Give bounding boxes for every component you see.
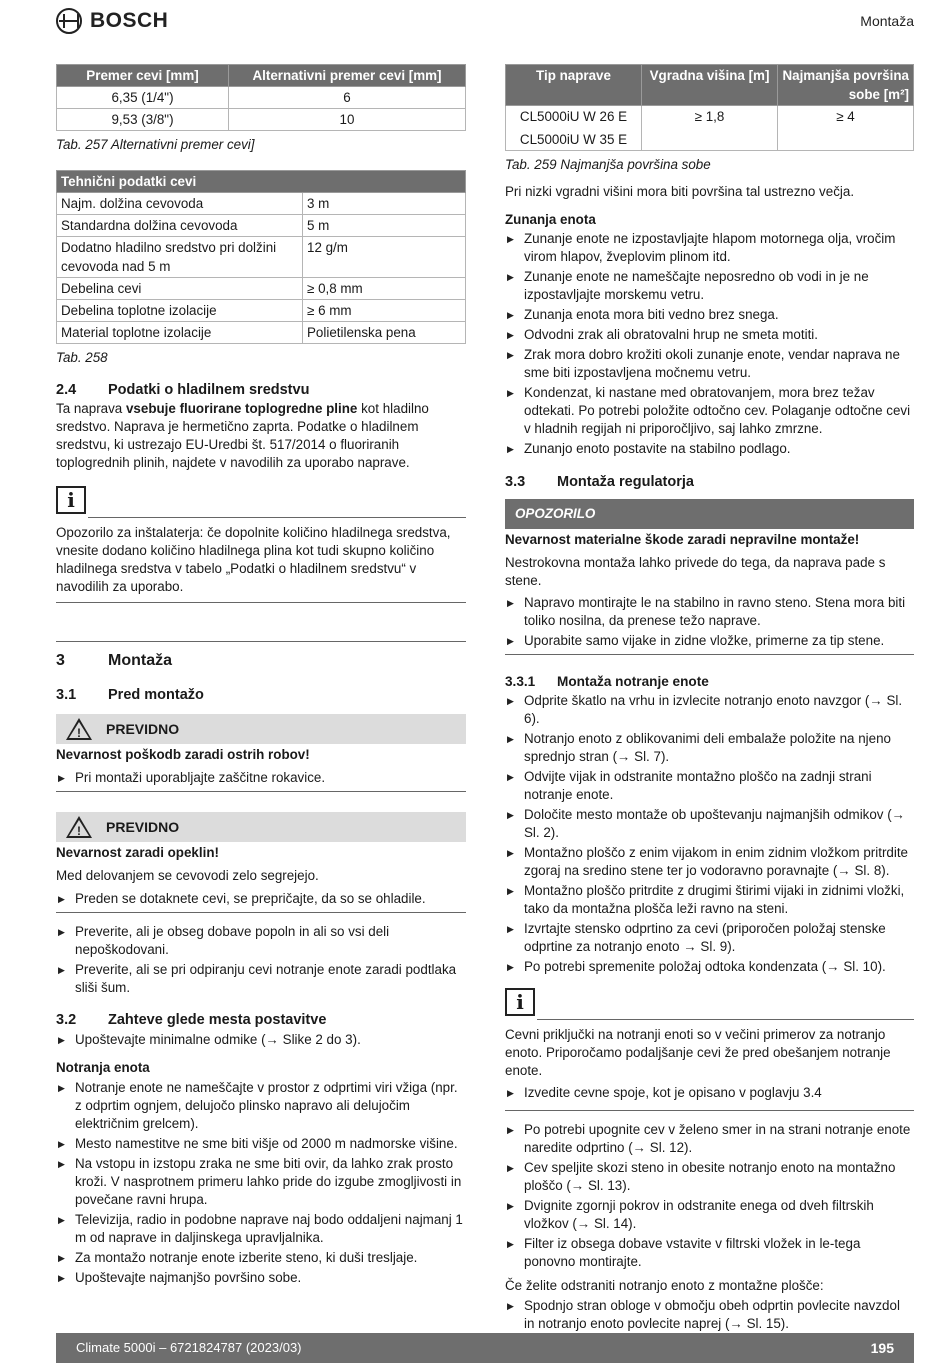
subheading-outdoor-unit: Zunanja enota xyxy=(505,212,596,227)
table-row xyxy=(57,322,466,344)
list-item: ▶ Odvijte vijak in odstranite montažno ploščo na zadnji strani notranje enote. xyxy=(505,768,914,804)
indoor-unit-list xyxy=(56,1079,466,1287)
device-type: CL5000iU W 35 E xyxy=(519,132,628,147)
divider xyxy=(56,641,466,642)
warning-title: Nevarnost materialne škode zaradi nepravilne montaže! xyxy=(505,532,860,547)
table-header: Tehnični podatki cevi xyxy=(57,171,466,193)
info-note-text: Opozorilo za inštalaterja: če dopolnite količino hladilnega sredstva, vnesite dodano količino hladilnega plina kot tudi skupno količino hladilnega sredstva v tabelo „Podatki o hladilnem sredstvu“ v navodilih za uporabo. xyxy=(56,525,451,594)
caution-title: Nevarnost poškodb zaradi ostrih robov! xyxy=(56,747,310,762)
warning-triangle-icon: ! xyxy=(66,718,92,740)
caution-label: PREVIDNO xyxy=(106,721,180,737)
caution-bar xyxy=(56,812,466,842)
subheading-indoor-unit: Notranja enota xyxy=(56,1060,150,1075)
table-cell: 5 m xyxy=(303,215,466,237)
list-item: ▶ Uporabite samo vijake in zidne vložke, primerne za tip stene. xyxy=(505,632,914,650)
table-cell: Debelina toplotne izolacije xyxy=(57,300,303,322)
left-column xyxy=(56,64,466,1287)
page-footer xyxy=(56,1333,914,1363)
table-cell: ≥ 0,8 mm xyxy=(303,278,466,300)
table-row xyxy=(57,215,466,237)
section-title: Montaža regulatorja xyxy=(557,474,694,490)
warning-list xyxy=(505,594,914,650)
table-cell: Material toplotne izolacije xyxy=(57,322,303,344)
section-heading-3-2 xyxy=(56,1011,466,1029)
list-item: ▶ Upoštevajte najmanjšo površino sobe. xyxy=(56,1269,466,1287)
list-item: ▶ Zrak mora dobro krožiti okoli zunanje enote, vendar naprava ne sme biti izpostavljena močnemu vetru. xyxy=(505,346,914,382)
list-item: ▶ Notranjo enoto z oblikovanimi deli embalaže položite na njeno sprednjo stran (→ Sl. 7). xyxy=(505,730,914,766)
divider xyxy=(56,602,466,603)
list-item: ▶ Izvrtajte stensko odprtino za cevi (priporočen položaj stenske odprtine za notranjo enoto → Sl. 9). xyxy=(505,920,914,956)
section-heading-3-3-1 xyxy=(505,673,914,691)
section-number: 3.1 xyxy=(56,687,77,703)
table-header: Alternativni premer cevi [mm] xyxy=(229,65,466,87)
paragraph-emphasis: vsebuje fluorirane toplogredne pline xyxy=(125,401,358,416)
table-caption: Tab. 257 Alternativni premer cevi] xyxy=(56,137,255,152)
list-item: ▶ Na vstopu in izstopu zraka ne sme biti ovir, da lahko zrak prosto kroži. V nasprotnem primeru lahko pride do izgube zmogljivosti in povečane ravni hrupa. xyxy=(56,1155,466,1209)
requirements-list xyxy=(56,1031,466,1049)
table-row xyxy=(57,237,466,278)
table-cell: Dodatno hladilno sredstvo pri dolžini cevovoda nad 5 m xyxy=(57,237,303,278)
section-title: Pred montažo xyxy=(108,687,204,703)
list-item: ▶ Upoštevajte minimalne odmike (→ Slike 2 do 3). xyxy=(56,1031,466,1049)
check-list xyxy=(56,923,466,997)
warning-triangle-icon: ! xyxy=(66,816,92,838)
list-item: ▶ Pri montaži uporabljajte zaščitne rokavice. xyxy=(56,769,466,787)
list-item: ▶ Izvedite cevne spoje, kot je opisano v poglavju 3.4 xyxy=(505,1084,914,1102)
table-row xyxy=(57,193,466,215)
room-area-table xyxy=(505,64,914,151)
table-row xyxy=(57,109,466,131)
info-note-list xyxy=(505,1084,914,1102)
section-number: 3.3.1 xyxy=(505,674,536,689)
table-cell: 3 m xyxy=(303,193,466,215)
hanging-steps xyxy=(505,1121,914,1271)
right-column xyxy=(505,64,914,1333)
table-row xyxy=(57,300,466,322)
tech-data-table xyxy=(56,170,466,344)
divider xyxy=(505,654,914,655)
list-item: ▶ Cev speljite skozi steno in obesite notranjo enoto na montažno ploščo (→ Sl. 13). xyxy=(505,1159,914,1195)
table-row xyxy=(57,278,466,300)
list-item: ▶ Preverite, ali se pri odpiranju cevi notranje enote zaradi podtlaka sliši šum. xyxy=(56,961,466,997)
list-item: ▶ Kondenzat, ki nastane med obratovanjem, mora brez težav odtekati. Po potrebi položite odtočno cev. Polaganje odtočne cevi v hladnih regijah ni priporočljivo, saj lahko zmrzne. xyxy=(505,384,914,438)
caution-list xyxy=(56,769,466,787)
section-title: Montaža xyxy=(860,13,914,29)
section-number: 3.3 xyxy=(505,474,526,490)
list-item: ▶ Filter iz obsega dobave vstavite v filtrski vložek in le-tega ponovno montirajte. xyxy=(505,1235,914,1271)
caution-label: PREVIDNO xyxy=(106,819,180,835)
table-caption: Tab. 258 xyxy=(56,350,108,365)
table-cell: ≥ 4 xyxy=(778,106,914,151)
paragraph-text: kot hladilno sredstvo. Naprava je hermetično zaprta. Podatke o hladilnem sredstvu, ki ustrezajo EU-Uredbi št. 517/2014 o fluoriranih toplogrednih plinih, najdete v navodilih za uporabo naprave. xyxy=(56,401,429,470)
list-item: ▶ Za montažo notranje enote izberite steno, ki duši tresljaje. xyxy=(56,1249,466,1267)
section-title: Montaža notranje enote xyxy=(557,674,709,689)
list-item: ▶ Montažno ploščo z enim vijakom in enim zidnim vložkom pritrdite zgoraj na sredino stene ter jo vodoravno poravnajte (→ Sl. 8). xyxy=(505,844,914,880)
section-heading-3-1 xyxy=(56,686,466,704)
section-title: Zahteve glede mesta postavitve xyxy=(108,1012,327,1028)
table-cell: 9,53 (3/8") xyxy=(57,109,229,131)
info-icon: i xyxy=(56,486,86,514)
list-item: ▶ Spodnjo stran obloge v območju obeh odprtin povlecite navzdol in notranjo enoto povlecite naprej (→ Sl. 15). xyxy=(505,1297,914,1333)
info-icon: i xyxy=(505,988,535,1016)
divider xyxy=(56,791,466,792)
warning-text: Nestrokovna montaža lahko privede do tega, da naprava pade s stene. xyxy=(505,555,886,588)
document-id: Climate 5000i – 6721824787 (2023/03) xyxy=(76,1340,302,1355)
info-note-header xyxy=(56,486,466,518)
list-item: ▶ Dvignite zgornji pokrov in odstranite enega od dveh filtrskih vložkov (→ Sl. 14). xyxy=(505,1197,914,1233)
table-caption: Tab. 259 Najmanjša površina sobe xyxy=(505,157,711,172)
indoor-mounting-steps xyxy=(505,692,914,976)
list-item: ▶ Odvodni zrak ali obratovalni hrup ne smeta motiti. xyxy=(505,326,914,344)
section-number: 2.4 xyxy=(56,382,77,398)
refrigerant-paragraph xyxy=(56,400,466,472)
section-number: 3 xyxy=(56,652,65,669)
table-header: Najmanjša površina sobe [m²] xyxy=(778,65,914,106)
divider xyxy=(505,1110,914,1111)
brand-name: BOSCH xyxy=(90,9,169,32)
list-item: ▶ Mesto namestitve ne sme biti višje od 2000 m nadmorske višine. xyxy=(56,1135,466,1153)
divider xyxy=(537,1019,914,1020)
table-cell: ≥ 6 mm xyxy=(303,300,466,322)
table-cell: 6 xyxy=(229,87,466,109)
list-item: ▶ Napravo montirajte le na stabilno in ravno steno. Stena mora biti toliko nosilna, da prenese težo naprave. xyxy=(505,594,914,630)
caution-list xyxy=(56,890,466,908)
list-item: ▶ Televizija, radio in podobne naprave naj bodo oddaljeni najmanj 1 m od naprave in daljinskega upravljalnika. xyxy=(56,1211,466,1247)
table-cell: Debelina cevi xyxy=(57,278,303,300)
section-heading-2-4 xyxy=(56,381,466,399)
list-item: ▶ Po potrebi spremenite položaj odtoka kondenzata (→ Sl. 10). xyxy=(505,958,914,976)
page-header xyxy=(56,6,914,36)
bosch-logo xyxy=(56,8,168,34)
paragraph-text: Ta naprava xyxy=(56,401,126,416)
table-header: Tip naprave xyxy=(506,65,642,106)
list-item: ▶ Notranje enote ne nameščajte v prostor z odprtimi viri vžiga (npr. z odprtim ognjem, delujočo plinsko napravo ali delujočim električnim grelcem). xyxy=(56,1079,466,1133)
section-heading-3-3 xyxy=(505,473,914,491)
warning-label: OPOZORILO xyxy=(515,506,596,521)
warning-bar xyxy=(505,499,914,529)
table-cell: Standardna dolžina cevovoda xyxy=(57,215,303,237)
caution-title: Nevarnost zaradi opeklin! xyxy=(56,845,219,860)
list-item: ▶ Zunanje enote ne nameščajte neposredno ob vodi in je ne izpostavljajte morskemu vetru. xyxy=(505,268,914,304)
table-header: Premer cevi [mm] xyxy=(57,65,229,87)
table-cell: 10 xyxy=(229,109,466,131)
table-row xyxy=(57,87,466,109)
page-number: 195 xyxy=(870,1340,894,1356)
table-cell: 6,35 (1/4") xyxy=(57,87,229,109)
info-note-text: Cevni priključki na notranji enoti so v večini primerov za notranjo enoto. Priporočamo podaljšanje cevi že pred obešanjem notranje enote. xyxy=(505,1027,891,1078)
list-item: ▶ Po potrebi upognite cev v želeno smer in na strani notranje enote naredite odprtino (→ Sl. 12). xyxy=(505,1121,914,1157)
table-cell: 12 g/m xyxy=(303,237,466,278)
list-item: ▶ Zunanjo enoto postavite na stabilno podlago. xyxy=(505,440,914,458)
table-cell-device-types xyxy=(506,106,642,151)
table-cell: Polietilenska pena xyxy=(303,322,466,344)
list-item: ▶ Zunanja enota mora biti vedno brez snega. xyxy=(505,306,914,324)
list-item: ▶ Zunanje enote ne izpostavljajte hlapom motornega olja, vročim virom hlapov, žveplovim plinom itd. xyxy=(505,230,914,266)
table-cell: ≥ 1,8 xyxy=(642,106,778,151)
divider xyxy=(88,517,466,518)
list-item: ▶ Preverite, ali je obseg dobave popoln in ali so vsi deli nepoškodovani. xyxy=(56,923,466,959)
table-cell: Najm. dolžina cevovoda xyxy=(57,193,303,215)
outdoor-unit-list xyxy=(505,230,914,458)
removal-intro: Če želite odstraniti notranjo enoto z montažne plošče: xyxy=(505,1278,824,1293)
section-title: Podatki o hladilnem sredstvu xyxy=(108,382,310,398)
caution-bar xyxy=(56,714,466,744)
removal-steps xyxy=(505,1297,914,1333)
list-item: ▶ Odprite škatlo na vrhu in izvlecite notranjo enoto navzgor (→ Sl. 6). xyxy=(505,692,914,728)
list-item: ▶ Določite mesto montaže ob upoštevanju najmanjših odmikov (→ Sl. 2). xyxy=(505,806,914,842)
list-item: ▶ Montažno ploščo pritrdite z drugimi štirimi vijaki in zidnimi vložki, tako da montažna plošča leži ravno na steni. xyxy=(505,882,914,918)
table-row xyxy=(506,106,914,151)
divider xyxy=(56,912,466,913)
bosch-armature-icon xyxy=(56,8,82,34)
section-number: 3.2 xyxy=(56,1012,77,1028)
section-title: Montaža xyxy=(108,652,172,669)
pipe-diameter-table xyxy=(56,64,466,131)
section-heading-3 xyxy=(56,652,466,670)
device-type: CL5000iU W 26 E xyxy=(519,109,628,124)
table-header: Vgradna višina [m] xyxy=(642,65,778,106)
caution-text: Med delovanjem se cevovodi zelo segrejejo. xyxy=(56,868,319,883)
list-item: ▶ Preden se dotaknete cevi, se prepričajte, da so se ohladile. xyxy=(56,890,466,908)
low-height-note: Pri nizki vgradni višini mora biti površina tal ustrezno večja. xyxy=(505,184,855,199)
info-note-header xyxy=(505,988,914,1020)
